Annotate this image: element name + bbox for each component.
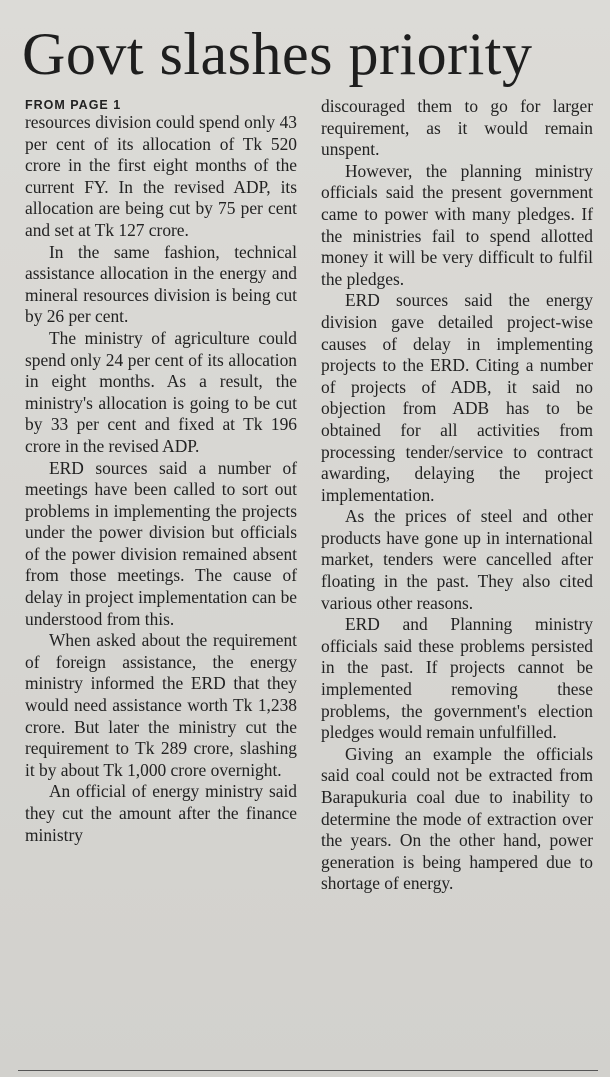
paragraph: An official of energy ministry said they cut the amount after the finance ministry	[25, 781, 297, 845]
article-column-left	[25, 96, 297, 846]
paragraph: When asked about the requirement of foreign assistance, the energy ministry informed the ERD that they would need assistance worth Tk 1,238 crore. But later the ministry cut the requirement to Tk 289 crore, slashing it by about Tk 1,000 crore overnight.	[25, 630, 297, 780]
paragraph: Giving an example the officials said coal could not be extracted from Barapukuria coal due to inability to determine the mode of extraction over the years. On the other hand, power generation is being hampered due to shortage of energy.	[321, 743, 593, 894]
paragraph: The ministry of agriculture could spend only 24 per cent of its allocation in eight months. As a result, the ministry's allocation is going to be cut by 33 per cent and fixed at Tk 196 crore in the revised ADP.	[25, 327, 297, 456]
bottom-rule	[18, 1070, 598, 1071]
continuation-kicker: FROM PAGE 1	[25, 98, 122, 112]
paragraph: As the prices of steel and other products have gone up in international market, tenders were cancelled after floating in the past. They also cited various other reasons.	[321, 506, 593, 613]
article-column-right	[321, 96, 593, 895]
paragraph: ERD and Planning ministry officials said these problems persisted in the past. If projects cannot be implemented removing these problems, the government's election pledges would remain unfulfilled.	[321, 614, 593, 743]
headline: Govt slashes priority	[22, 21, 533, 87]
paragraph: discouraged them to go for larger requirement, as it would remain unspent.	[321, 96, 593, 160]
paragraph: However, the planning ministry officials said the present government came to power with many pledges. If the ministries fail to spend allotted money it will be very difficult to fulfil the pledges.	[321, 160, 593, 289]
paragraph: ERD sources said the energy division gave detailed project-wise causes of delay in implementing projects to the ERD. Citing a number of projects of ADB, it said no objection from ADB has to be obtained for all activities from processing tender/service to contract awarding, delaying the project implementation.	[321, 290, 593, 505]
paragraph: ERD sources said a number of meetings have been called to sort out problems in implementing the projects under the power division but officials of the power division remained absent from those meetings. The cause of delay in project implementation can be understood from this.	[25, 457, 297, 629]
paragraph: In the same fashion, technical assistance allocation in the energy and mineral resources division is being cut by 26 per cent.	[25, 241, 297, 327]
paragraph: resources division could spend only 43 per cent of its allocation of Tk 520 crore in the first eight months of the current FY. In the revised ADP, its allocation are being cut by 75 per cent and set at Tk 127 crore.	[25, 112, 297, 240]
